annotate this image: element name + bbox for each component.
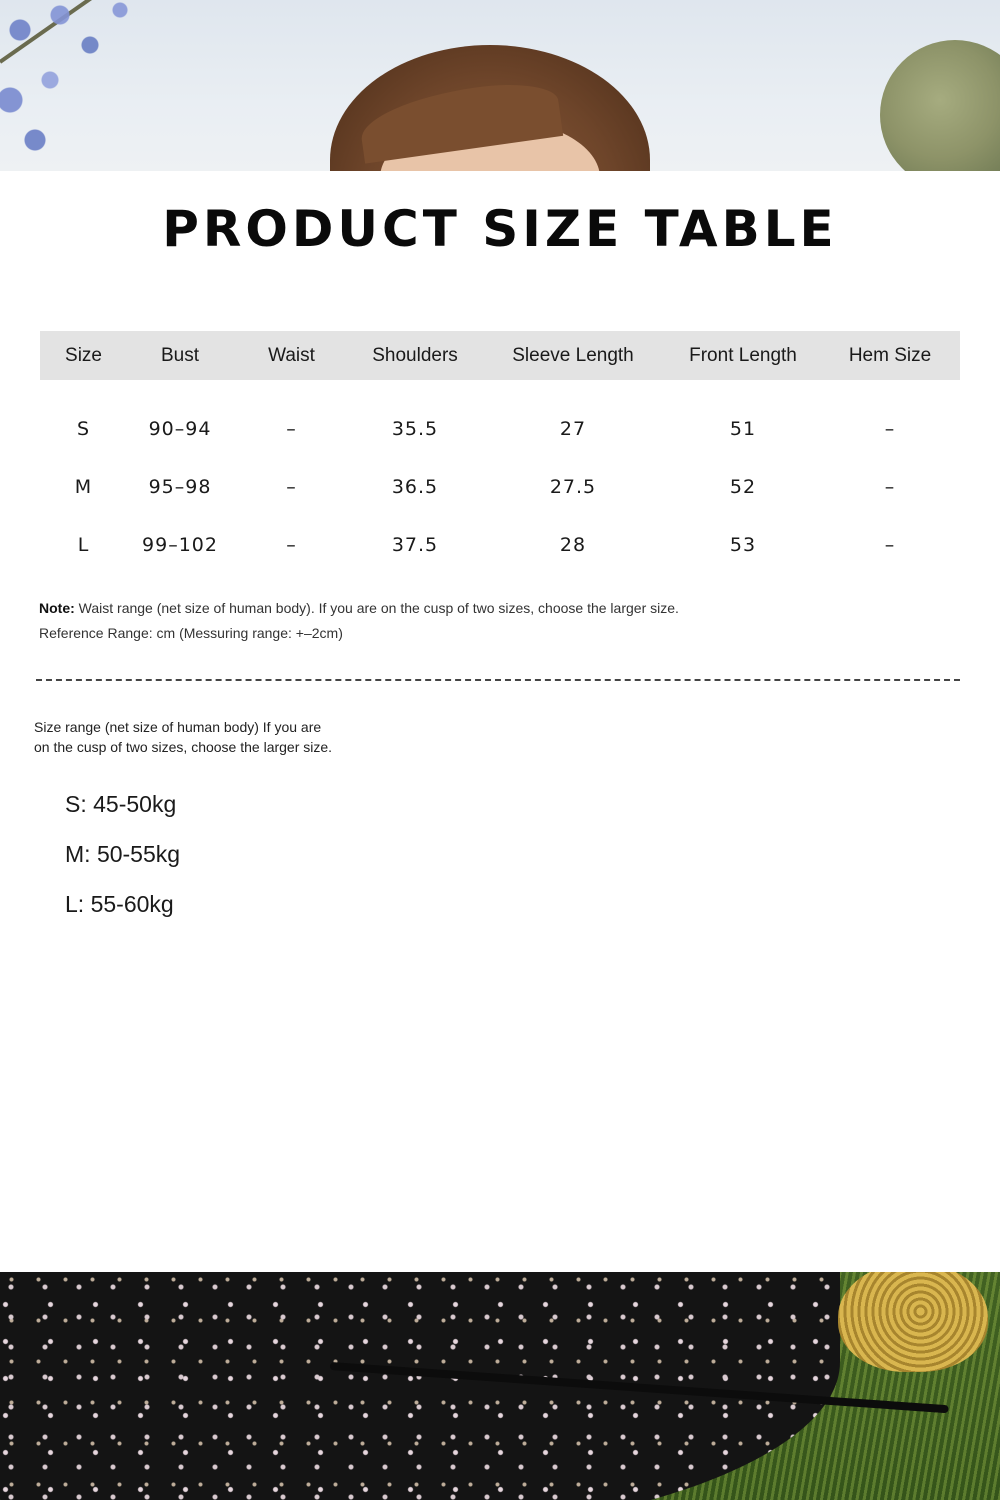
weight-item-s: S: 45-50kg — [65, 791, 177, 817]
size-note — [39, 596, 939, 646]
blue-flowers — [0, 0, 150, 171]
top-model-photo — [0, 0, 1000, 171]
cell-front-length: 53 — [729, 534, 757, 556]
table-row — [40, 380, 960, 458]
cell-sleeve-length: 27 — [559, 418, 587, 440]
reference-range: Reference Range: cm (Messuring range: +–2cm) — [39, 625, 343, 641]
bottom-dress-photo — [0, 1272, 1000, 1500]
header-size: Size — [40, 331, 127, 380]
note-text: Waist range (net size of human body). If you are on the cusp of two sizes, choose the larger size. — [74, 600, 679, 616]
cell-hem-size: – — [884, 476, 896, 498]
cell-hem-size: – — [884, 418, 896, 440]
cell-waist: – — [286, 534, 297, 556]
header-waist: Waist — [233, 331, 350, 380]
background-tree — [880, 40, 1000, 171]
cell-front-length: 52 — [729, 476, 757, 498]
cell-shoulders: 36.5 — [391, 476, 439, 498]
straw-bag — [838, 1272, 988, 1372]
weight-item-m: M: 50-55kg — [65, 841, 181, 867]
weight-list — [63, 786, 363, 936]
cell-bust: 95–98 — [148, 476, 212, 498]
cell-bust: 90–94 — [148, 418, 212, 440]
cell-size: M — [74, 476, 93, 498]
size-range-description — [34, 717, 374, 757]
cell-bust: 99–102 — [142, 534, 218, 556]
cell-sleeve-length: 28 — [559, 534, 587, 556]
header-front-length: Front Length — [666, 331, 820, 380]
cell-waist: – — [286, 418, 297, 440]
header-bust: Bust — [127, 331, 233, 380]
cell-hem-size: – — [884, 534, 896, 556]
table-row — [40, 458, 960, 516]
size-table — [40, 331, 960, 574]
cell-waist: – — [286, 476, 297, 498]
cell-size: S — [76, 418, 91, 440]
page-title: PRODUCT SIZE TABLE — [162, 200, 838, 258]
note-label: Note: — [39, 600, 75, 616]
header-sleeve-length: Sleeve Length — [480, 331, 666, 380]
dashed-divider — [36, 679, 960, 681]
table-header-row — [40, 331, 960, 380]
size-range-line: on the cusp of two sizes, choose the larger size. — [34, 739, 333, 755]
table-row — [40, 516, 960, 574]
cell-size: L — [77, 534, 90, 556]
header-shoulders: Shoulders — [350, 331, 480, 380]
header-hem-size: Hem Size — [820, 331, 960, 380]
size-range-line: Size range (net size of human body) If you are — [34, 719, 322, 735]
cell-front-length: 51 — [729, 418, 757, 440]
weight-item-l: L: 55-60kg — [65, 891, 174, 917]
note-line — [39, 596, 939, 621]
cell-sleeve-length: 27.5 — [549, 476, 597, 498]
floral-dress — [0, 1272, 840, 1500]
cell-shoulders: 37.5 — [391, 534, 439, 556]
cell-shoulders: 35.5 — [391, 418, 439, 440]
